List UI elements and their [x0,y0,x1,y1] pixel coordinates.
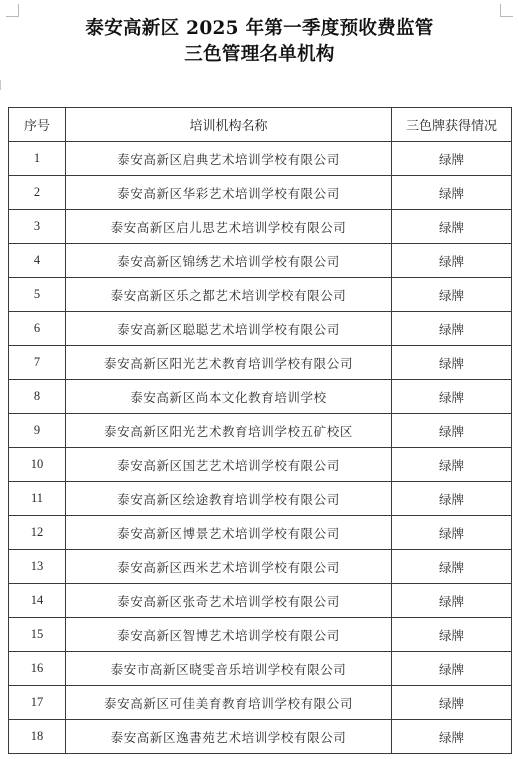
page-edge-mark [0,80,1,90]
table-row [9,142,512,176]
cell-institution-name: 泰安高新区绘途教育培训学校有限公司 [66,482,392,516]
cell-no: 6 [9,312,66,346]
title-line-1: 泰安高新区 2025 年第一季度预收费监管 [85,18,434,39]
cell-institution-name: 泰安高新区国艺艺术培训学校有限公司 [66,448,392,482]
cell-no: 18 [9,720,66,754]
table-row [9,244,512,278]
cell-status: 绿牌 [392,244,512,278]
institution-table [8,107,512,754]
cell-status: 绿牌 [392,312,512,346]
table-row [9,550,512,584]
cell-no: 15 [9,618,66,652]
cell-no: 16 [9,652,66,686]
table-row [9,176,512,210]
table-row [9,618,512,652]
table-row [9,652,512,686]
cell-institution-name: 泰安市高新区晓雯音乐培训学校有限公司 [66,652,392,686]
cell-institution-name: 泰安高新区张奇艺术培训学校有限公司 [66,584,392,618]
cell-no: 14 [9,584,66,618]
cell-institution-name: 泰安高新区华彩艺术培训学校有限公司 [66,176,392,210]
table-row [9,414,512,448]
cell-status: 绿牌 [392,346,512,380]
cell-no: 8 [9,380,66,414]
table-row [9,278,512,312]
cell-status: 绿牌 [392,652,512,686]
cell-no: 4 [9,244,66,278]
table-row [9,720,512,754]
cell-no: 1 [9,142,66,176]
title-line-2: 三色管理名单机构 [184,44,335,65]
table-row [9,482,512,516]
cell-institution-name: 泰安高新区可佳美育教育培训学校有限公司 [66,686,392,720]
cell-institution-name: 泰安高新区逸書苑艺术培训学校有限公司 [66,720,392,754]
table-body [9,142,512,754]
cell-no: 17 [9,686,66,720]
cell-institution-name: 泰安高新区博景艺术培训学校有限公司 [66,516,392,550]
cell-no: 7 [9,346,66,380]
header-status: 三色牌获得情况 [392,108,512,142]
table-row [9,380,512,414]
cell-status: 绿牌 [392,210,512,244]
table-row [9,346,512,380]
cell-status: 绿牌 [392,142,512,176]
table-row [9,686,512,720]
cell-no: 11 [9,482,66,516]
cell-no: 13 [9,550,66,584]
cell-institution-name: 泰安高新区阳光艺术教育培训学校五矿校区 [66,414,392,448]
cell-institution-name: 泰安高新区智博艺术培训学校有限公司 [66,618,392,652]
cell-institution-name: 泰安高新区西米艺术培训学校有限公司 [66,550,392,584]
cell-status: 绿牌 [392,550,512,584]
cell-no: 3 [9,210,66,244]
table-row [9,312,512,346]
cell-status: 绿牌 [392,618,512,652]
cell-status: 绿牌 [392,482,512,516]
header-name: 培训机构名称 [66,108,392,142]
cell-status: 绿牌 [392,686,512,720]
cell-status: 绿牌 [392,516,512,550]
cell-status: 绿牌 [392,720,512,754]
cell-status: 绿牌 [392,448,512,482]
cell-no: 5 [9,278,66,312]
cell-institution-name: 泰安高新区启儿思艺术培训学校有限公司 [66,210,392,244]
cell-institution-name: 泰安高新区聪聪艺术培训学校有限公司 [66,312,392,346]
table-row [9,448,512,482]
cell-institution-name: 泰安高新区启典艺术培训学校有限公司 [66,142,392,176]
cell-institution-name: 泰安高新区乐之都艺术培训学校有限公司 [66,278,392,312]
cell-status: 绿牌 [392,584,512,618]
cell-no: 10 [9,448,66,482]
cell-institution-name: 泰安高新区锦绣艺术培训学校有限公司 [66,244,392,278]
cell-status: 绿牌 [392,414,512,448]
cell-no: 9 [9,414,66,448]
table-row [9,584,512,618]
table-header-row [9,108,512,142]
table-row [9,210,512,244]
cell-no: 12 [9,516,66,550]
table-row [9,516,512,550]
cell-status: 绿牌 [392,176,512,210]
cell-status: 绿牌 [392,380,512,414]
cell-institution-name: 泰安高新区阳光艺术教育培训学校有限公司 [66,346,392,380]
cell-institution-name: 泰安高新区尚本文化教育培训学校 [66,380,392,414]
cell-no: 2 [9,176,66,210]
cell-status: 绿牌 [392,278,512,312]
document-title [0,16,519,68]
header-no: 序号 [9,108,66,142]
